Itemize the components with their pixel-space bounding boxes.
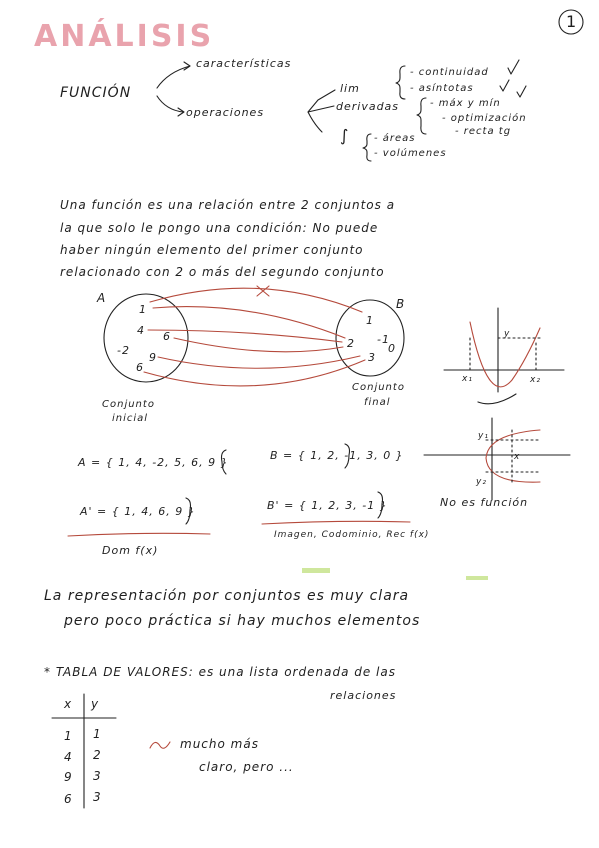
characteristics-label: características [196,57,292,70]
set-a-value: 9 [149,351,157,364]
page-number: 1 [566,12,577,31]
mapping-arrow [174,338,343,352]
set-a-definition: A = { 1, 4, -2, 5, 6, 9 } [78,456,229,469]
derivative-brace [417,98,426,134]
mapping-arrow [158,356,360,368]
highlight-mark [466,576,488,580]
definition-line: la que solo le pongo una condición: No puede [60,221,379,235]
sideways-label-y2: y₂ [476,477,487,487]
sideways-dash [486,430,540,482]
set-b-definition: B = { 1, 2, -1, 3, 0 } [270,449,404,462]
set-b-value: 2 [347,337,355,350]
table-cell: 4 [64,750,73,764]
set-a-value: 6 [136,361,144,374]
initial-set-label: Conjunto [102,399,155,410]
page-number-circle [559,10,583,34]
parabola-label-y: y [504,329,511,339]
set-a-label: A [97,291,107,305]
domain-label: Dom f(x) [102,544,159,557]
set-b-value: 3 [368,351,376,364]
image-underline [262,521,410,524]
derivative-label: derivadas [336,100,400,113]
parabola-cut [478,394,516,404]
dom-underline [68,533,210,536]
table-heading-continued: relaciones [330,689,397,702]
table-column-header: y [91,697,100,711]
not-function-label: No es función [440,496,529,509]
set-a-prime-definition: A' = { 1, 4, 6, 9 } [80,505,196,518]
table-cell: 1 [64,729,73,743]
table-cell: 2 [93,748,102,762]
table-cell: 9 [64,770,73,784]
table-cell: 1 [93,727,102,741]
limit-label: lim [340,82,360,95]
highlight-mark [302,568,330,573]
definition-line: haber ningún elemento del primer conjunto [60,243,364,257]
arrowhead [184,62,190,70]
table-heading: * TABLA DE VALORES: es una lista ordenada de las [44,665,396,679]
set-b-value: 1 [366,314,374,327]
set-b-ellipse [336,297,406,376]
set-a-value: 4 [137,324,145,337]
limit-brace [396,66,405,99]
limit-item: - asíntotas [410,83,474,94]
check-mark [517,86,526,97]
mapping-arrow [150,288,362,312]
set-a-value: 1 [139,303,147,316]
image-label: Imagen, Codominio, Rec f(x) [274,530,430,540]
derivative-item: - recta tg [455,126,512,137]
remark-line: pero poco práctica si hay muchos elementos [64,613,421,629]
operations-label: operaciones [186,106,265,119]
parabola-curve [470,322,540,387]
parabola-dash [470,338,540,370]
set-a-value: 6 [163,330,171,343]
derivative-item: - máx y mín [430,98,501,109]
set-b-prime-brace [378,492,383,518]
note-bullet [150,742,170,748]
set-a-value: -2 [117,344,130,357]
sideways-label-x: x [514,452,521,462]
branch-integral [308,112,322,132]
table-cell: 3 [93,769,102,783]
set-a-brace [222,450,227,474]
set-b-label: B [396,297,406,311]
derivative-item: - optimización [442,113,527,124]
table-cell: 6 [64,792,73,806]
page-title: ANÁLISIS [34,19,215,54]
integral-symbol: ∫ [340,126,350,145]
sideways-curve [486,430,540,482]
set-b-value: -1 [377,333,390,346]
set-b-value: 0 [388,342,396,355]
integral-item: - volúmenes [374,148,447,159]
initial-set-label: inicial [112,413,149,424]
mapping-arrow [148,330,342,342]
set-a-prime-brace [186,498,191,524]
set-b-prime-definition: B' = { 1, 2, 3, -1 } [267,499,388,512]
sideways-label-y1: y₁ [478,431,489,441]
limit-item: - continuidad [410,67,489,78]
integral-item: - áreas [374,133,416,144]
remark-line: La representación por conjuntos es muy clara [44,588,410,604]
table-cell: 3 [93,790,102,804]
mapping-arrow [144,360,365,386]
table-note: mucho más [180,737,259,751]
parabola-label-x2: x₂ [530,375,541,385]
cross-mark [257,286,269,296]
definition-line: Una función es una relación entre 2 conjuntos a [60,198,396,212]
final-set-label: Conjunto [352,382,405,393]
table-note: claro, pero ... [199,760,294,774]
function-root: FUNCIÓN [60,85,132,101]
definition-line: relacionado con 2 o más del segundo conjunto [60,265,385,279]
parabola-label-x1: x₁ [462,374,473,384]
check-mark [500,80,509,91]
final-set-label: final [364,397,391,408]
table-column-header: x [64,697,73,711]
integral-brace [363,134,371,161]
arrow-to-operations [157,96,183,112]
check-mark [508,60,519,74]
set-b-brace [345,444,350,468]
